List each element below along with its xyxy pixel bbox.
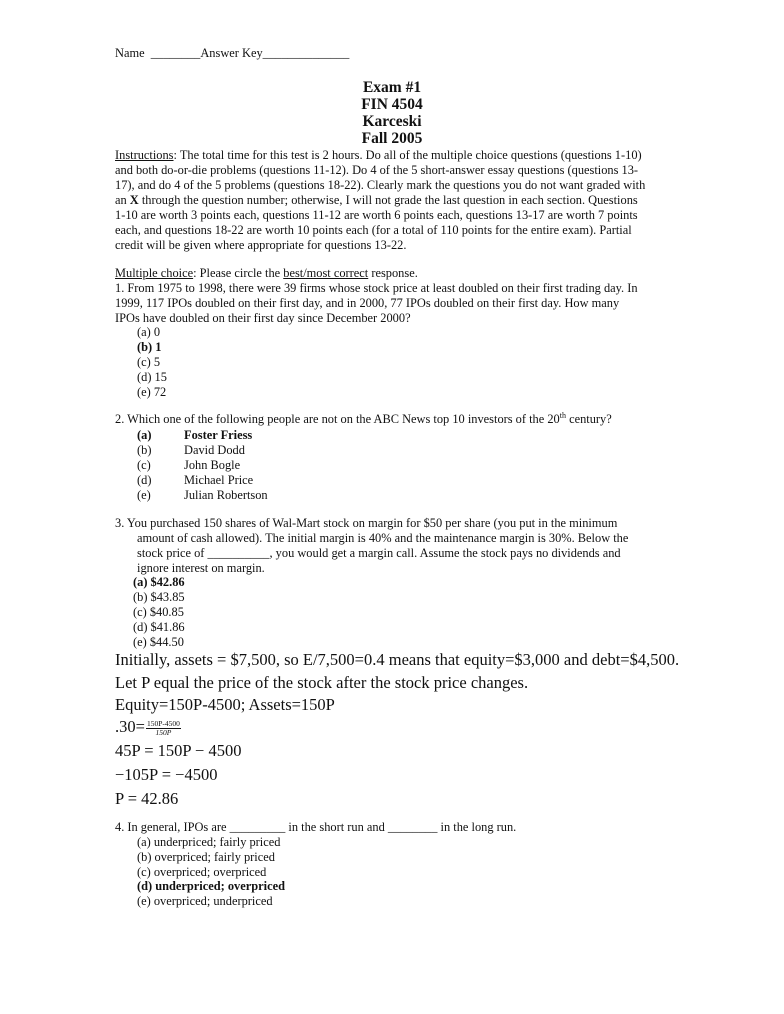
name-value: ________Answer Key______________ xyxy=(150,46,350,60)
instructions-line-1: Instructions: The total time for this test is 2 hours. Do all of the multiple choice questions (questions 1-10) xyxy=(115,148,642,162)
solution-eq-1: .30= $\frac{150P-4500}{150P}$ xyxy=(115,717,180,737)
q1-line-1: 1. From 1975 to 1998, there were 39 firms whose stock price at least doubled on their first trading day. In xyxy=(115,281,638,295)
q4-option-e: (e) overpriced; underpriced xyxy=(137,894,273,908)
solution-line-3: Equity=150P-4500; Assets=150P xyxy=(115,695,335,714)
q3-line-1: 3. You purchased 150 shares of Wal-Mart stock on margin for $50 per share (you put in the minimum xyxy=(115,516,618,530)
instructions-line-4: an X through the question number; otherwise, I will not grade the last question in each section. Questions xyxy=(115,193,638,207)
name-line xyxy=(115,46,349,61)
q3-option-c: (c) $40.85 xyxy=(133,605,184,619)
instructions-line-6: each, and questions 18-22 are worth 10 points each (for a total of 110 points for the entire exam). Partial xyxy=(115,223,632,237)
fraction: $\frac{150P-4500}{150P}$ xyxy=(146,718,180,737)
solution-eq-4: P = 42.86 xyxy=(115,789,179,808)
q1-option-b-answer: (b) 1 xyxy=(137,340,162,354)
q4-option-c: (c) overpriced; overpriced xyxy=(137,865,267,879)
q1-option-a: (a) 0 xyxy=(137,325,161,339)
q3-option-b: (b) $43.85 xyxy=(133,590,185,604)
solution-line-1: Initially, assets = $7,500, so E/7,500=0.4 means that equity=$3,000 and debt=$4,500. xyxy=(115,650,680,669)
q1-line-2: 1999, 117 IPOs doubled on their first day, and in 2000, 77 IPOs doubled on their first day. How many xyxy=(115,296,620,310)
q4-option-d-answer: (d) underpriced; overpriced xyxy=(137,879,285,893)
q2-option-e: (e) Julian Robertson xyxy=(137,488,268,502)
q2-option-c: (c) John Bogle xyxy=(137,458,241,472)
term: Fall 2005 xyxy=(361,130,423,147)
q4-option-a: (a) underpriced; fairly priced xyxy=(137,835,281,849)
q1-option-d: (d) 15 xyxy=(137,370,167,384)
instructions-line-7: credit will be given where appropriate for questions 13-22. xyxy=(115,238,407,252)
mc-header: Multiple choice: Please circle the best/most correct response. xyxy=(115,266,418,280)
q1-option-e: (e) 72 xyxy=(137,385,167,399)
instructions-line-5: 1-10 are worth 3 points each, questions 11-12 are worth 6 points each, questions 13-17 are worth 7 points xyxy=(115,208,638,222)
q1-line-3: IPOs have doubled on their first day since December 2000? xyxy=(115,311,411,325)
name-label: Name xyxy=(115,46,145,60)
q2-option-b: (b) David Dodd xyxy=(137,443,245,457)
solution-line-2: Let P equal the price of the stock after the stock price changes. xyxy=(115,673,529,692)
q3-line-4: ignore interest on margin. xyxy=(137,561,265,575)
exam-title: Exam #1 xyxy=(362,79,422,96)
q2-option-a-answer: (a) Foster Friess xyxy=(137,428,253,442)
q2-stem: 2. Which one of the following people are not on the ABC News top 10 investors of the 20th century? xyxy=(115,410,612,426)
q4-option-b: (b) overpriced; fairly priced xyxy=(137,850,275,864)
q3-line-3: stock price of __________, you would get a margin call. Assume the stock pays no dividends and xyxy=(137,546,621,560)
q2-option-d: (d) Michael Price xyxy=(137,473,254,487)
solution-eq-2: 45P = 150P − 4500 xyxy=(115,741,242,760)
q3-option-d: (d) $41.86 xyxy=(133,620,185,634)
q1-option-c: (c) 5 xyxy=(137,355,161,369)
q3-option-e: (e) $44.50 xyxy=(133,635,184,649)
q3-line-2: amount of cash allowed). The initial margin is 40% and the maintenance margin is 30%. Below the xyxy=(137,531,629,545)
instructions-label: Instructions xyxy=(115,148,174,162)
q3-option-a-answer: (a) $42.86 xyxy=(133,575,185,589)
instructions-line-2: and both do-or-die problems (questions 11-12). Do 4 of the 5 short-answer essay questions (questions 13- xyxy=(115,163,639,177)
solution-eq-3: −105P = −4500 xyxy=(115,765,218,784)
instructor-name: Karceski xyxy=(362,113,422,130)
q4-stem: 4. In general, IPOs are _________ in the short run and ________ in the long run. xyxy=(115,820,517,834)
instructions-line-3: 17), and do 4 of the 5 problems (questions 18-22). Clearly mark the questions you do not want graded with xyxy=(115,178,646,192)
course-code: FIN 4504 xyxy=(361,96,423,113)
